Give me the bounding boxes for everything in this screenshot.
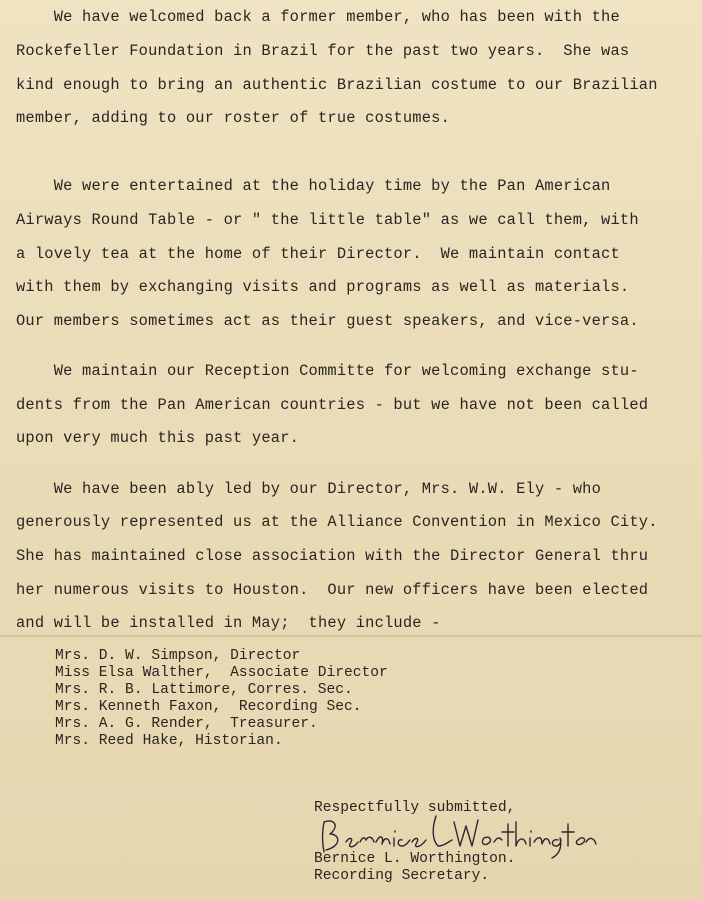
body-line: generously represented us at the Alliance Convention in Mexico City.: [16, 513, 658, 531]
officer-entry: Mrs. D. W. Simpson, Director: [55, 648, 301, 664]
officer-entry: Mrs. A. G. Render, Treasurer.: [55, 716, 318, 732]
body-line: We were entertained at the holiday time by the Pan American: [16, 177, 611, 195]
signer-title: Recording Secretary.: [314, 868, 490, 884]
officer-entry: Mrs. Kenneth Faxon, Recording Sec.: [55, 699, 362, 715]
officer-entry: Mrs. Reed Hake, Historian.: [55, 733, 283, 749]
body-line: We have welcomed back a former member, who has been with the: [16, 8, 620, 26]
body-line: dents from the Pan American countries - but we have not been called: [16, 396, 649, 414]
body-line: We have been ably led by our Director, Mrs. W.W. Ely - who: [16, 480, 602, 498]
body-line: and will be installed in May; they include -: [16, 614, 441, 632]
officer-entry: Mrs. R. B. Lattimore, Corres. Sec.: [55, 682, 353, 698]
paper-fold: [0, 635, 702, 637]
body-line: She has maintained close association with the Director General thru: [16, 547, 649, 565]
body-line: kind enough to bring an authentic Brazilian costume to our Brazilian: [16, 76, 658, 94]
signer-name: Bernice L. Worthington.: [314, 851, 516, 867]
body-line: upon very much this past year.: [16, 429, 300, 447]
body-line: Our members sometimes act as their guest speakers, and vice-versa.: [16, 312, 639, 330]
valediction: Respectfully submitted,: [314, 800, 516, 816]
body-line: a lovely tea at the home of their Director. We maintain contact: [16, 245, 620, 263]
body-line: We maintain our Reception Committe for welcoming exchange stu-: [16, 362, 639, 380]
body-line: member, adding to our roster of true costumes.: [16, 109, 451, 127]
officer-entry: Miss Elsa Walther, Associate Director: [55, 665, 388, 681]
body-line: Rockefeller Foundation in Brazil for the past two years. She was: [16, 42, 630, 60]
body-line: with them by exchanging visits and programs as well as materials.: [16, 278, 630, 296]
body-line: Airways Round Table - or " the little table" as we call them, with: [16, 211, 639, 229]
body-line: her numerous visits to Houston. Our new officers have been elected: [16, 581, 649, 599]
